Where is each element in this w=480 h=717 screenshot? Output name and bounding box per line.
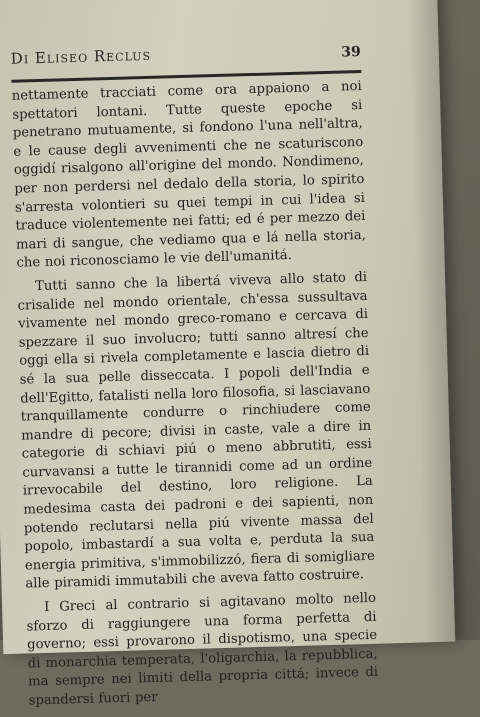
running-head: Di Eliseo Reclus [10,45,152,68]
paragraph-1: nettamente tracciati come ora appaiono a noi spettatori lontani. Tutte queste epoche si penetrano mutuamente, si fondono l'una nell'altra, e le cause degli avvenimenti che ne scaturiscono oggidí risalgono all'origine del mondo. Nondimeno, per non perdersi nel dedalo della storia, lo spirito s'arresta volontieri su quei tempi in cui l'idea si traduce violentemente nei fatti; ed é per mezzo dei mari di sangue, che vediamo qua e lá nella storia, che noi riconosciamo le vie dell'umanitá. [11,78,367,272]
paragraph-3: I Greci al contrario si agitavano molto nello sforzo di raggiungere una forma perfetta di governo; essi provarono il dispotismo, una specie di monarchia temperata, l'oligarchia, la repubblica, ma sempre nei limiti della propria cittá; invece di spandersi fuori per [26,590,379,709]
paragraph-2: Tutti sanno che la libertá viveva allo stato di crisalide nel mondo orientale, ch'essa sussultava vivamente nel mondo greco-romano e cercava di spezzare il suo involucro; tutti sanno altresí che oggi ella si rivela completamente e lascia dietro di sé la sua pelle disseccata. I popoli dell'India e dell'Egitto, fatalisti nella loro filosofia, si lasciavano tranquillamente condurre o rinchiudere come mandre di pecore; divisi in caste, vale a dire in categorie di schiavi piú o meno abbrutiti, essi curvavansi a tutte le tirannidi come ad un ordine irrevocabile del destino, loro religione. La medesima casta dei padroni e dei sapienti, non potendo reclutarsi nella piú vivente massa del popolo, imbastardí a sua volta e, perduta la sua energia primitiva, s'immobilizzó, fiera di somigliare alle piramidi immutabili che aveva fatto costruire. [17,269,376,592]
page-header [11,40,362,74]
body-text [12,78,379,716]
page-number: 39 [341,43,361,61]
